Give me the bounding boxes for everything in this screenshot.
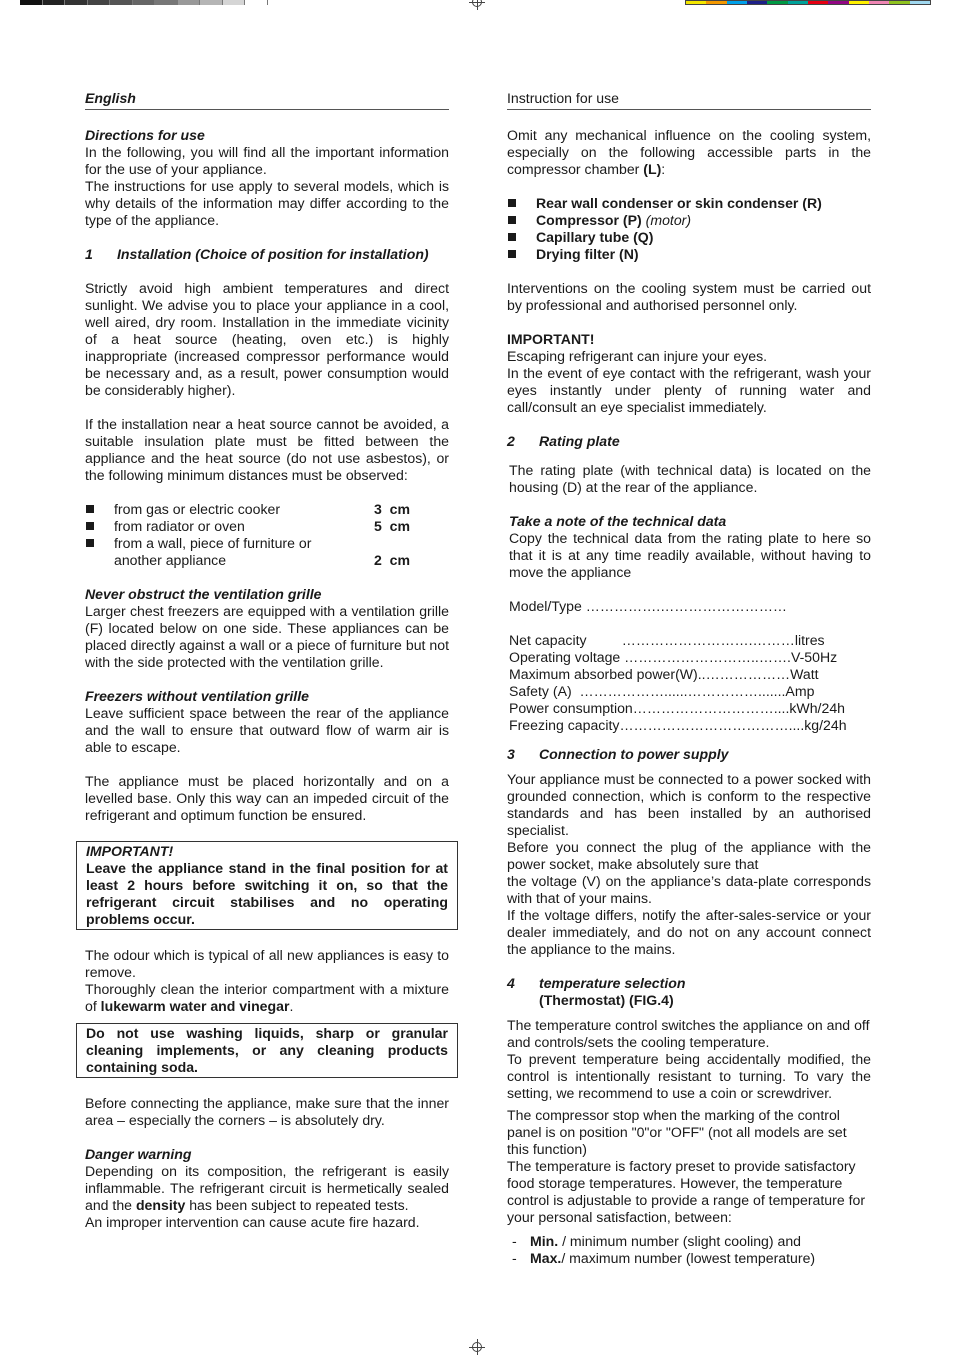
important-paragraph: Escaping refrigerant can injure your eyes. — [507, 348, 768, 364]
rating-paragraph: The rating plate (with technical data) is located on the housing (D) at the rear of the appliance. — [509, 462, 871, 495]
section-number: 1 — [85, 246, 93, 262]
odour-paragraph: The odour which is typical of all new appliances is easy to remove. — [85, 947, 449, 980]
list-item: from a wall, piece of furniture or another appliance 2 cm — [85, 535, 449, 569]
ventilation-title: Never obstruct the ventilation grille — [85, 586, 322, 602]
section-title: Installation (Choice of position for installation) — [117, 246, 429, 262]
washing-warning-text: Do not use washing liquids, sharp or granular cleaning implements, or any cleaning products containing soda. — [86, 1025, 448, 1075]
important-box — [76, 841, 458, 930]
no-grille-paragraph: Leave sufficient space between the rear of the appliance and the wall to ensure that outward flow of warm air is able to escape. — [85, 705, 449, 755]
important-box-title: IMPORTANT! — [86, 843, 174, 859]
calibration-swatch — [788, 1, 808, 4]
calibration-swatch — [223, 0, 246, 5]
data-line: Power consumption…………………………....kWh/24h — [509, 700, 845, 716]
temperature-paragraph: The temperature is factory preset to provide satisfactory food storage temperatures. However, the temperature control is adjustable to provide a range of temperature for your personal satisfaction, between: — [507, 1158, 866, 1225]
cleaning-paragraph: Thoroughly clean the interior compartment with a mixture of lukewarm water and vinegar. — [85, 981, 449, 1014]
section-heading-power — [507, 746, 871, 763]
calibration-swatch — [245, 0, 268, 5]
list-item: Drying filter (N) — [507, 246, 871, 263]
data-line: Maximum absorbed power(W)..………………Watt — [509, 666, 819, 682]
calibration-swatch — [110, 0, 133, 5]
cooling-paragraph: Omit any mechanical influence on the cooling system, especially on the following accessible parts in the compressor chamber (L): — [507, 127, 871, 177]
list-item: Compressor (P) (motor) — [507, 212, 871, 229]
model-type-line: Model/Type …………….……………………… — [509, 598, 788, 614]
power-paragraph: If the voltage differs, notify the after-sales-service or your dealer immediately, and do not on any account connect the appliance to the mains. — [507, 907, 871, 957]
calibration-swatch — [178, 0, 201, 5]
right-column — [507, 90, 871, 1267]
list-item: from radiator or oven 5 cm — [85, 518, 449, 535]
data-line: Net capacity ……………………….………litres — [509, 632, 825, 648]
dry-paragraph: Before connecting the appliance, make sure that the inner area – especially the corners – is absolutely dry. — [85, 1095, 449, 1128]
section-title: Rating plate — [539, 433, 620, 449]
calibration-swatch — [808, 1, 828, 4]
calibration-swatch — [869, 1, 889, 4]
installation-paragraph: If the installation near a heat source cannot be avoided, a suitable insulation plate must be fitted between the appliance and the heat source (do not use asbestos), or the following minimum distances must be observed: — [85, 416, 449, 483]
section-heading-installation — [85, 246, 449, 263]
important-paragraph: In the event of eye contact with the refrigerant, wash your eyes instantly under plenty of running water and call/consult an eye specialist immediately. — [507, 365, 871, 415]
list-item: - Max./ maximum number (lowest temperature) — [507, 1250, 871, 1267]
ventilation-paragraph: Larger chest freezers are equipped with a ventilation grille (F) located below on one side. These appliances can be placed directly against a wall or a piece of furniture but not with the side protected with the ventilation grille. — [85, 603, 449, 670]
list-item: Rear wall condenser or skin condenser (R) — [507, 195, 871, 212]
power-paragraph: the voltage (V) on the appliance’s data-plate corresponds with that of your mains. — [507, 873, 871, 906]
danger-paragraph: Depending on its composition, the refrigerant is easily inflammable. The refrigerant circuit is hermetically sealed and the density has been subject to repeated tests. — [85, 1163, 449, 1213]
power-paragraph: Before you connect the plug of the appliance with the power socket, make absolutely sure that — [507, 839, 871, 872]
right-column-header: Instruction for use — [507, 90, 871, 110]
calibration-swatch — [889, 1, 909, 4]
technical-data-lines — [507, 632, 871, 734]
calibration-strip-gray — [20, 0, 268, 5]
installation-paragraph: Strictly avoid high ambient temperatures and direct sunlight. We advise you to place your appliance in a cool, well aired, dry room. Installation in the immediate vicinity of a heat source (heating, oven etc.) is highly inappropriate (increased compressor performance would be necessary and, as a result, power consumption would be considerably higher). — [85, 280, 449, 398]
data-line: Safety (A) ………………......…………….......Amp — [509, 683, 815, 699]
list-item: from gas or electric cooker 3 cm — [85, 501, 449, 518]
danger-title: Danger warning — [85, 1146, 192, 1162]
interventions-paragraph: Interventions on the cooling system must be carried out by professional and authorised personnel only. — [507, 280, 871, 313]
directions-paragraph: The instructions for use apply to several models, which is why details of the information may differ according to the type of the appliance. — [85, 178, 449, 228]
section-number: 2 — [507, 433, 515, 449]
list-item: Capillary tube (Q) — [507, 229, 871, 246]
calibration-strip-color — [685, 0, 931, 5]
registration-mark-bottom-icon — [469, 1339, 485, 1355]
distance-list — [85, 501, 449, 569]
section-subtitle: (Thermostat) (FIG.4) — [539, 992, 674, 1008]
data-line: Freezing capacity………………………………....kg/24h — [509, 717, 847, 733]
list-item: - Min. / minimum number (slight cooling) and — [507, 1233, 871, 1250]
power-paragraph: Your appliance must be connected to a power socked with grounded connection, which is conform to the respective standards and has been installed by an authorised specialist. — [507, 771, 871, 838]
section-number: 3 — [507, 746, 515, 762]
left-column — [85, 90, 449, 1231]
calibration-swatch — [910, 1, 930, 4]
section-title: temperature selection — [539, 975, 686, 991]
calibration-swatch — [849, 1, 869, 4]
technical-data-paragraph: Copy the technical data from the rating plate to here so that it is at any time readily available, without having to move the appliance — [509, 530, 871, 580]
calibration-swatch — [727, 1, 747, 4]
section-heading-rating — [507, 433, 871, 450]
danger-paragraph: An improper intervention can cause acute fire hazard. — [85, 1214, 420, 1230]
temperature-paragraph: To prevent temperature being accidentally modified, the control is intentionally resistant to turning. To vary the setting, we recommend to use a coin or screwdriver. — [507, 1051, 871, 1101]
calibration-swatch — [65, 0, 88, 5]
calibration-swatch — [20, 0, 43, 5]
directions-title: Directions for use — [85, 127, 205, 143]
left-column-header: English — [85, 90, 449, 110]
registration-mark-top-icon — [469, 0, 485, 10]
calibration-swatch — [43, 0, 66, 5]
calibration-swatch — [155, 0, 178, 5]
calibration-swatch — [747, 1, 767, 4]
directions-paragraph: In the following, you will find all the important information for the use of your appliance. — [85, 144, 449, 177]
important-title: IMPORTANT! — [507, 331, 595, 347]
important-box-text: Leave the appliance stand in the final position for at least 2 hours before switching it on, so that the refrigerant circuit stabilises and no operating problems occur. — [86, 860, 448, 927]
calibration-swatch — [686, 1, 706, 4]
temperature-paragraph: The compressor stop when the marking of the control panel is on position "0"or "OFF" (not all models are set this function) — [507, 1107, 847, 1157]
temperature-range-list — [507, 1233, 871, 1267]
calibration-swatch — [200, 0, 223, 5]
washing-warning-box — [76, 1023, 458, 1078]
calibration-swatch — [706, 1, 726, 4]
section-heading-temperature — [507, 975, 871, 992]
calibration-swatch — [88, 0, 111, 5]
level-paragraph: The appliance must be placed horizontally and on a levelled base. Only this way can an impeded circuit of the refrigerant and optimum function be ensured. — [85, 773, 449, 823]
calibration-swatch — [133, 0, 156, 5]
temperature-paragraph: The temperature control switches the appliance on and off and controls/sets the cooling temperature. — [507, 1017, 870, 1050]
calibration-swatch — [828, 1, 848, 4]
section-title: Connection to power supply — [539, 746, 729, 762]
no-grille-title: Freezers without ventilation grille — [85, 688, 309, 704]
parts-list — [507, 195, 871, 263]
calibration-swatch — [767, 1, 787, 4]
section-number: 4 — [507, 975, 515, 991]
technical-data-title: Take a note of the technical data — [509, 513, 727, 529]
data-line: Operating voltage ………………………..…….V-50Hz — [509, 649, 838, 665]
